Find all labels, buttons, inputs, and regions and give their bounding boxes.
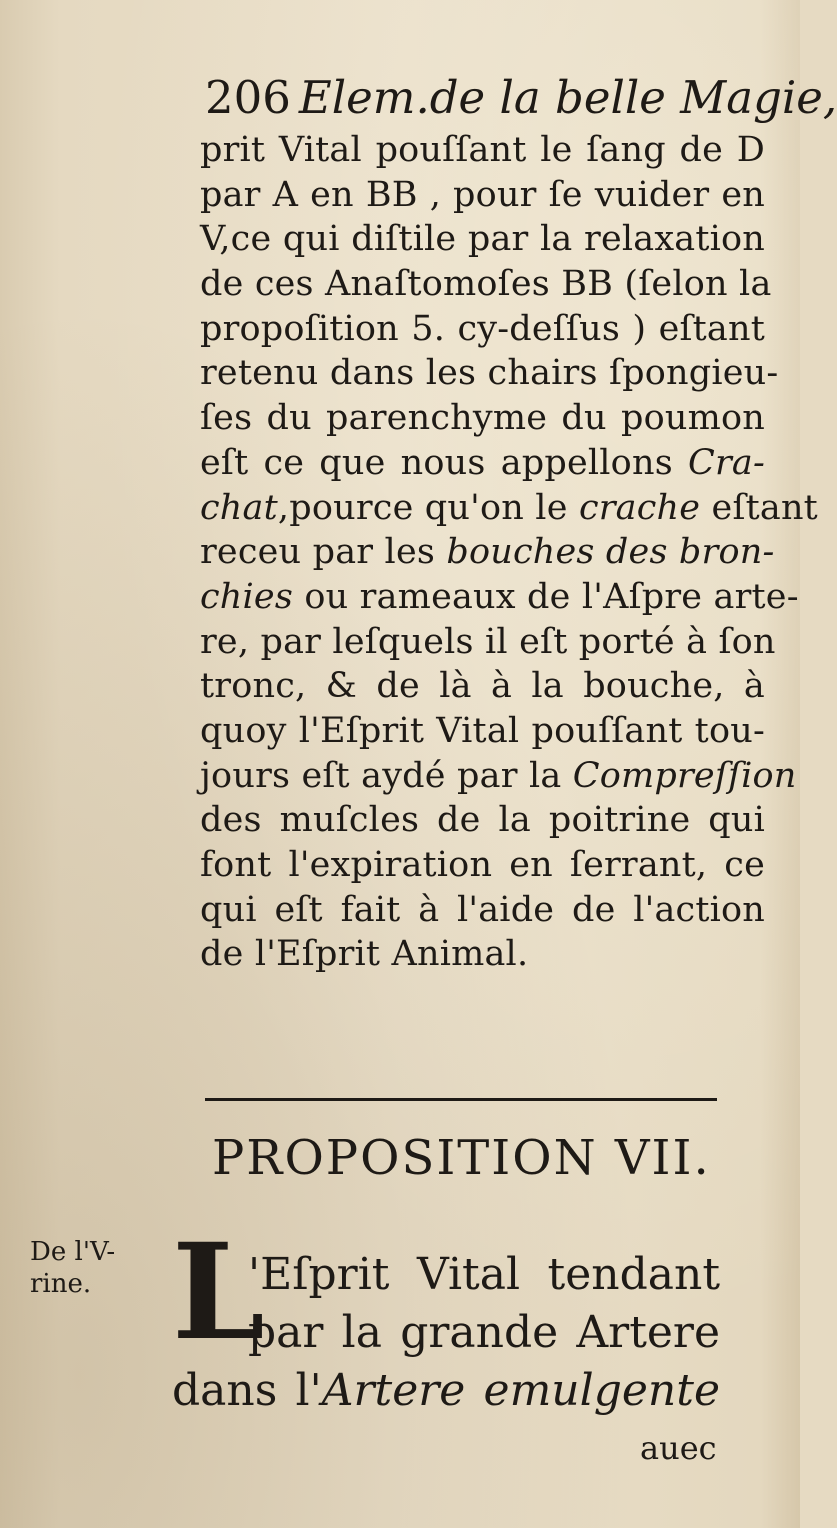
text-segment: receu par les [200, 532, 447, 573]
section-rule [205, 1098, 717, 1101]
catchword: auec [640, 1429, 717, 1467]
text-segment: ,pource qu'on le [277, 487, 579, 528]
text-segment: de l'Eſprit Animal. [200, 934, 529, 975]
text-line [200, 798, 765, 843]
text-segment: retenu dans les chairs ſpongieu- [200, 353, 779, 394]
italic-text: Compreſſion [572, 755, 797, 796]
proposition-title: PROPOSITION VII. [212, 1130, 711, 1186]
text-segment: font l'expiration en ſerrant, ce [200, 845, 765, 885]
text-line [200, 709, 765, 754]
text-line [200, 262, 772, 307]
italic-text: chat [200, 487, 278, 528]
text-segment: quoy l'Eſprit Vital pouſſant tou- [200, 710, 765, 751]
text-line [200, 217, 765, 262]
text-line [248, 1246, 720, 1304]
margin-note-line: De l'V- [30, 1237, 116, 1267]
text-line [200, 173, 765, 218]
text-line [200, 620, 776, 665]
text-segment: jours eſt aydé par la [200, 755, 573, 796]
text-segment: de ces Anaſtomoſes BB (ſelon la [200, 264, 772, 305]
text-line [200, 575, 799, 620]
margin-note-line: rine. [30, 1269, 92, 1299]
text-line [200, 486, 818, 531]
text-line [200, 128, 765, 173]
text-segment: eſt ce que nous appellons [200, 442, 688, 483]
text-segment: propoſition 5. cy-deſſus ) eſtant [200, 308, 765, 349]
running-head [205, 70, 837, 126]
text-segment: V,ce qui diſtile par la relaxation [200, 219, 765, 260]
proposition-text [172, 1246, 720, 1420]
text-segment: ou rameaux de l'Aſpre arte- [293, 576, 799, 617]
italic-text: Artere emulgente [321, 1365, 720, 1416]
italic-text: Cra- [687, 442, 765, 483]
text-segment: eſtant [700, 487, 818, 528]
drop-cap: L [172, 1215, 265, 1370]
text-line [200, 530, 775, 575]
body-text [200, 128, 818, 977]
text-line [172, 1362, 720, 1420]
text-segment: des muſcles de la poitrine qui [200, 800, 765, 841]
italic-text: crache [578, 487, 701, 528]
text-line [200, 754, 797, 799]
text-line [200, 441, 765, 486]
text-segment: par A en BB , pour ſe vuider en [200, 174, 765, 215]
text-segment: prit Vital pouſſant le ſang de D [200, 130, 765, 170]
text-line [200, 664, 765, 709]
text-segment: qui eſt fait à l'aide de l'action [200, 889, 765, 930]
page-number: 206 [205, 71, 291, 124]
text-segment: dans l' [172, 1365, 322, 1416]
running-title: Elem.de la belle Magie, [298, 71, 837, 124]
italic-text: chies [200, 576, 294, 617]
text-line [248, 1304, 720, 1362]
text-segment: par la grande Artere [248, 1307, 720, 1358]
text-line [200, 351, 779, 396]
text-segment: tronc, & de là à la bouche, à [200, 666, 765, 707]
italic-text: bouches des bron- [446, 532, 775, 573]
text-line [200, 843, 765, 888]
text-line [200, 396, 765, 441]
margin-note [30, 1236, 115, 1300]
text-segment: ſes du parenchyme du poumon [200, 398, 765, 439]
text-line [200, 888, 765, 933]
text-line [200, 932, 765, 977]
text-segment: re, par leſquels il eſt porté à ſon [200, 621, 776, 662]
text-line [200, 307, 765, 352]
text-segment: 'Eſprit Vital tendant [248, 1249, 720, 1300]
